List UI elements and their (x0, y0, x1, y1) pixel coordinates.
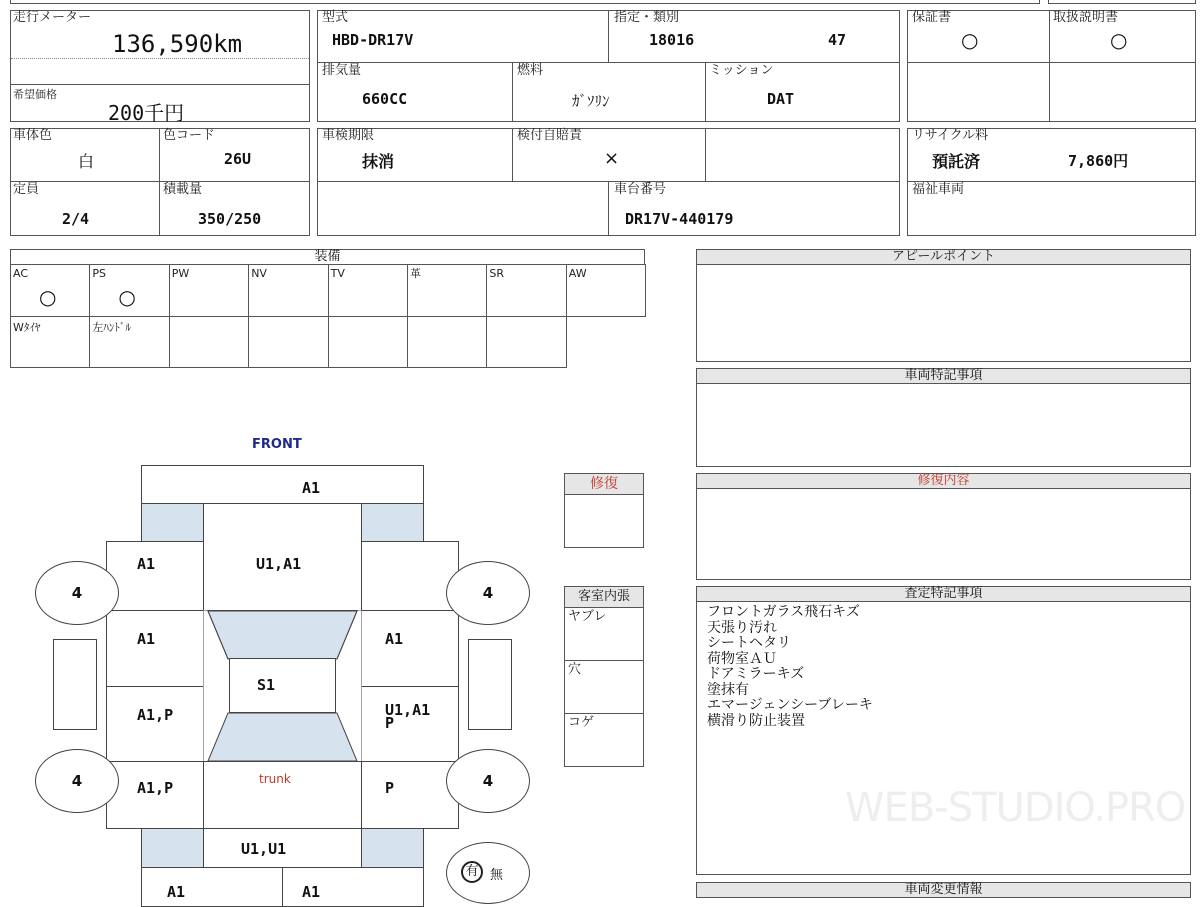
interior-cell (564, 607, 644, 661)
color-code-label: 色コード (163, 128, 216, 143)
chassis-value: DR17V-440179 (625, 210, 734, 228)
assessment-item: 塗抹有 (707, 681, 749, 698)
insurance-value: × (604, 148, 620, 169)
capacity-label: 定員 (13, 182, 40, 197)
interior-title: 客室内張 (564, 586, 644, 608)
transmission-value: DAT (767, 90, 795, 108)
rear-right-fender-value: P (385, 779, 395, 797)
assessment-list (707, 605, 873, 729)
interior-label: コゲ (568, 715, 595, 730)
equipment-cell (169, 316, 249, 368)
hood (203, 541, 362, 611)
color-hdivider (11, 181, 309, 182)
equipment-label: AW (568, 267, 587, 280)
windshield-glass (208, 611, 357, 659)
equipment-cell (407, 264, 487, 317)
repair-box (564, 494, 644, 548)
rear-bumper-right-value: A1 (302, 883, 321, 901)
equipment-cell (10, 264, 90, 317)
equipment-value: ○ (39, 285, 57, 309)
insp-vdivider1 (512, 128, 513, 182)
rear-left-door-value: A1,P (137, 706, 174, 724)
load-value: 350/250 (198, 210, 262, 228)
designation-value-2: 47 (828, 31, 847, 49)
rear-bumper-left-value: A1 (167, 883, 186, 901)
front-left-door-value: A1 (137, 630, 156, 648)
color-box (10, 128, 310, 236)
equipment-cell (248, 316, 328, 368)
spare-yes-text: 有 (465, 864, 479, 879)
equipment-label: PS (92, 267, 107, 280)
equipment-label: NV (251, 267, 267, 280)
equipment-cell (10, 316, 90, 368)
price-divider (11, 84, 309, 85)
load-label: 積載量 (163, 182, 203, 197)
front-left-pillar (141, 503, 204, 542)
warranty-hdivider (908, 62, 1195, 63)
displacement-label: 排気量 (322, 63, 362, 78)
disp-vdivider2 (705, 62, 706, 122)
assessment-item: 天張り汚れ (707, 619, 777, 636)
fuel-label: 燃料 (517, 63, 544, 78)
interior-cell (564, 713, 644, 767)
front-left-fender-value: A1 (137, 555, 156, 573)
repair-title: 修復 (564, 473, 644, 495)
front-label: FRONT (252, 437, 302, 452)
insp-vdivider3 (608, 181, 609, 236)
equipment-cell (248, 264, 328, 317)
equipment-label: 左ﾊﾝﾄﾞﾙ (92, 321, 131, 334)
model-value: HBD-DR17V (332, 31, 414, 49)
interior-cell (564, 660, 644, 714)
interior-label: 穴 (568, 662, 582, 677)
front-right-door (361, 610, 459, 687)
assessment-item: 荷物室ＡＵ (707, 650, 777, 667)
assessment-item: フロントガラス飛石キズ (707, 604, 860, 620)
warranty-label: 保証書 (912, 10, 952, 25)
assessment-item: エマージェンシーブレーキ (707, 697, 873, 713)
left-mirror (53, 639, 97, 730)
color-value: 白 (78, 152, 95, 171)
trunk-label: trunk (259, 772, 291, 786)
spare-yes (461, 861, 483, 883)
right-mirror (468, 639, 512, 730)
equipment-cell (89, 316, 169, 368)
equipment-label: AC (13, 267, 29, 280)
wheel-front-left: 4 (35, 561, 119, 625)
front-left-fender (106, 541, 204, 611)
equipment-label: PW (171, 267, 190, 280)
mileage-value: 136,590km (112, 30, 243, 58)
watermark: WEB-STUDIO.PRO (845, 785, 1186, 831)
equipment-cell (169, 264, 249, 317)
designation-label: 指定・類別 (614, 10, 680, 25)
recycle-label: リサイクル料 (912, 128, 989, 143)
front-right-fender (361, 541, 459, 611)
recycle-value: 7,860円 (1068, 152, 1129, 170)
repair-content-title: 修復内容 (696, 473, 1191, 489)
manual-value: ○ (1110, 28, 1128, 52)
rear-right-pillar (361, 828, 424, 868)
repair-content-box (696, 488, 1191, 580)
hood-value: U1,A1 (256, 555, 302, 573)
top-strip-right (1048, 0, 1196, 4)
rear-bumper-left (141, 867, 283, 907)
displacement-value: 660CC (362, 90, 408, 108)
assessment-item: ドアミラーキズ (707, 666, 805, 682)
wheel-rear-left: 4 (35, 749, 119, 813)
equipment-cell (566, 264, 646, 317)
equipment-cell (89, 264, 169, 317)
chassis-label: 車台番号 (614, 182, 667, 197)
front-bumper-value: A1 (302, 479, 321, 497)
disp-vdivider1 (512, 62, 513, 122)
front-right-pillar (361, 503, 424, 542)
spare-no: 無 (490, 868, 504, 883)
assessment-item: 横滑り防止装置 (707, 712, 805, 729)
top-strip (10, 0, 1040, 4)
rear-left-fender-value: A1,P (137, 779, 174, 797)
interior-label: ヤブレ (568, 609, 607, 624)
warranty-vdivider (1049, 10, 1050, 122)
color-code-value: 26U (224, 150, 252, 168)
equipment-cell (486, 264, 566, 317)
roof (229, 658, 336, 713)
color-label: 車体色 (13, 128, 53, 143)
inspection-value: 抹消 (362, 152, 395, 171)
equipment-label: TV (330, 267, 345, 280)
equipment-label: 革 (410, 267, 421, 280)
rear-right-door-value: U1,A1 P (385, 701, 431, 732)
inspection-label: 車検期限 (322, 128, 375, 143)
warranty-box (907, 10, 1196, 122)
change-title: 車両変更情報 (696, 882, 1191, 898)
welfare-label: 福祉車両 (912, 182, 965, 197)
special-box (696, 383, 1191, 467)
assessment-item: シートヘタリ (707, 635, 791, 651)
equipment-label: Wﾀｲﾔ (13, 321, 41, 334)
price-label: 希望価格 (13, 88, 57, 101)
recycle-status: 預託済 (932, 152, 981, 171)
appeal-box (696, 264, 1191, 362)
rear-glass (208, 713, 357, 761)
mileage-label: 走行メーター (13, 10, 92, 25)
assessment-title: 査定特記事項 (696, 586, 1191, 602)
designation-value-1: 18016 (649, 31, 695, 49)
equipment-value: ○ (118, 285, 136, 309)
price-value: 200千円 (108, 101, 185, 125)
spare-tire (446, 842, 530, 904)
wheel-rear-right: 4 (446, 749, 530, 813)
model-label: 型式 (322, 10, 349, 25)
roof-value: S1 (257, 676, 276, 694)
equipment-label: SR (489, 267, 505, 280)
equipment-cell (328, 264, 408, 317)
rear-right-fender (361, 761, 459, 829)
equipment-cell (486, 316, 566, 368)
hood-top (203, 503, 362, 542)
equipment-title: 装備 (10, 249, 645, 265)
appeal-title: アピールポイント (696, 249, 1191, 265)
front-bumper (141, 465, 424, 504)
rear-left-door (106, 686, 204, 762)
special-title: 車両特記事項 (696, 368, 1191, 384)
insp-vdivider2 (705, 128, 706, 182)
insurance-label: 検付自賠責 (517, 128, 583, 143)
color-vdivider (159, 128, 160, 236)
transmission-label: ミッション (709, 63, 774, 78)
front-right-door-value: A1 (385, 630, 404, 648)
wheel-front-right: 4 (446, 561, 530, 625)
warranty-value: ○ (961, 28, 979, 52)
front-left-door (106, 610, 204, 687)
rear-left-pillar (141, 828, 204, 868)
fuel-value: ｶﾞｿﾘﾝ (572, 92, 610, 110)
manual-label: 取扱説明書 (1053, 10, 1119, 25)
equipment-cell (407, 316, 487, 368)
model-vdivider (608, 10, 609, 63)
mileage-divider (11, 58, 309, 59)
equipment-cell (328, 316, 408, 368)
rear-gate-value: U1,U1 (241, 840, 287, 858)
capacity-value: 2/4 (62, 210, 90, 228)
